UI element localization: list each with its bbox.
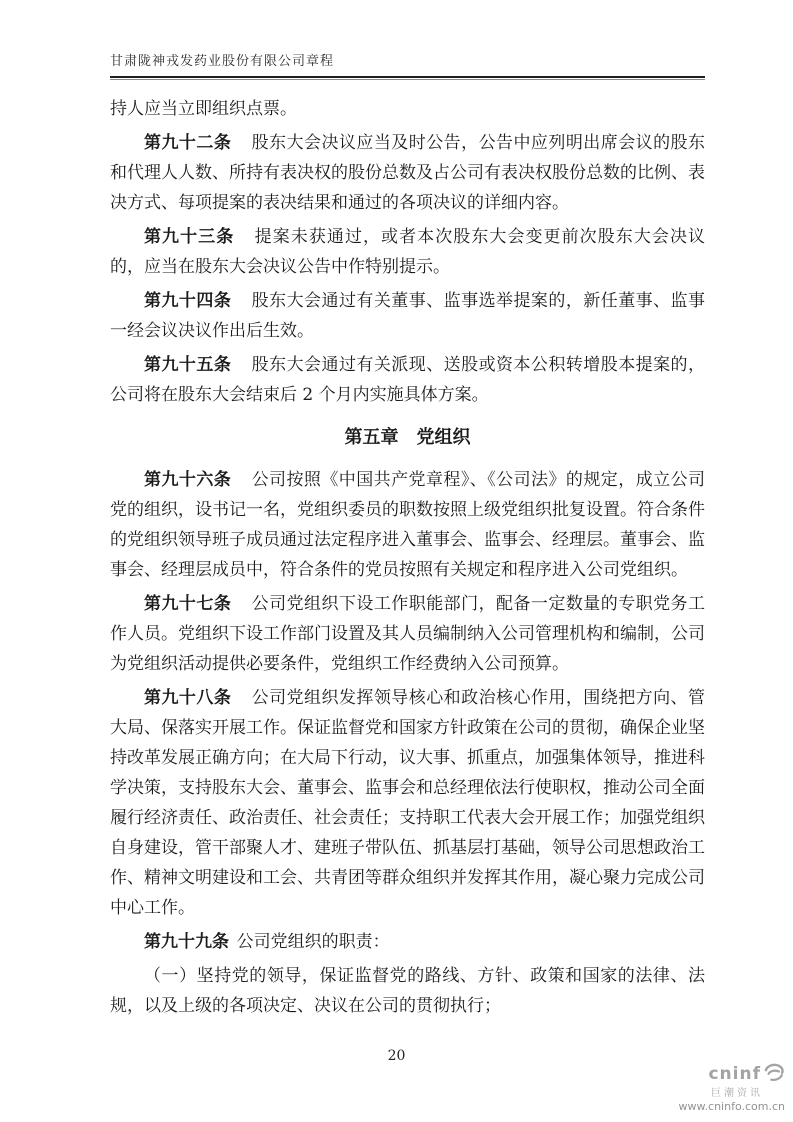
body-paragraph [110, 94, 705, 124]
paragraph-text: （一）坚持党的领导，保证监督党的路线、方针、政策和国家的法律、法规，以及上级的各项决定、决议在公司的贯彻执行； [110, 966, 705, 1016]
watermark-brand-row [679, 1062, 785, 1086]
paragraph-text: 公司党组织下设工作职能部门，配备一定数量的专职党务工作人员。党组织下设工作部门设置及其人员编制纳入公司管理机构和编制，公司为党组织活动提供必要条件，党组织工作经费纳入公司预算。 [110, 594, 706, 674]
header-rule [110, 76, 705, 80]
article-number: 第九十九条 [144, 932, 229, 952]
document-header-title: 甘肃陇神戎发药业股份有限公司章程 [110, 54, 335, 69]
paragraph-text: 提案未获通过，或者本次股东大会变更前次股东大会决议的，应当在股东大会决议公告中作特别提示。 [110, 227, 706, 277]
cninfo-swirl-icon [763, 1062, 785, 1086]
article-number: 第九十六条 [144, 470, 232, 490]
body-paragraph [110, 961, 705, 1021]
paragraph-text: 股东大会决议应当及时公告，公告中应列明出席会议的股东和代理人人数、所持有表决权的股份总数及占公司有表决权股份总数的比例、表决方式、每项提案的表决结果和通过的各项决议的详细内容。 [110, 133, 706, 213]
article-paragraph [110, 222, 705, 282]
paragraph-text: 公司按照《中国共产党章程》、《公司法》的规定，成立公司党的组织，设书记一名，党组织委员的职数按照上级党组织批复设置。符合条件的党组织领导班子成员通过法定程序进入董事会、监事会、经理层。董事会、监事会、经理层成员中，符合条件的党员按照有关规定和程序进入公司党组织。 [110, 470, 706, 580]
article-paragraph [110, 589, 705, 679]
cninfo-watermark [679, 1062, 785, 1114]
paragraph-text: 持人应当立即组织点票。 [110, 99, 297, 119]
paragraph-text: 公司党组织发挥领导核心和政治核心作用，围绕把方向、管大局、保落实开展工作。保证监督党和国家方针政策在公司的贯彻，确保企业坚持改革发展正确方向；在大局下行动，议大事、抓重点，加强集体领导，推进科学决策，支持股东大会、董事会、监事会和总经理依法行使职权，推动公司全面履行经济责任、政治责任、社会责任；支持职工代表大会开展工作；加强党组织自身建设，管干部聚人才、建班子带队伍、抓基层打基础，领导公司思想政治工作、精神文明建设和工会、共青团等群众组织并发挥其作用，凝心聚力完成公司中心工作。 [110, 688, 706, 918]
page-number: 20 [387, 1048, 406, 1064]
article-number: 第九十七条 [144, 594, 232, 614]
article-number: 第九十三条 [144, 227, 235, 247]
article-paragraph [110, 927, 705, 957]
watermark-url: www.cninfo.com.cn [678, 1100, 785, 1114]
article-number: 第九十五条 [144, 355, 232, 375]
paragraph-text: 股东大会通过有关派现、送股或资本公积转增股本提案的，公司将在股东大会结束后 2 个月内实施具体方案。 [110, 355, 706, 405]
article-paragraph [110, 350, 705, 410]
document-body [0, 94, 793, 1021]
article-paragraph [110, 465, 705, 585]
article-paragraph [110, 128, 705, 218]
article-number: 第九十八条 [144, 688, 232, 708]
article-number: 第九十二条 [144, 133, 232, 153]
paragraph-text: 公司党组织的职责： [236, 932, 390, 952]
watermark-chinese-name: 巨潮资讯 [711, 1087, 763, 1099]
article-number: 第九十四条 [144, 291, 232, 311]
chapter-heading: 第五章 党组织 [344, 427, 471, 448]
watermark-brand-text: cninf [708, 1063, 761, 1084]
paragraph-text: 股东大会通过有关董事、监事选举提案的，新任董事、监事一经会议决议作出后生效。 [110, 291, 706, 341]
page-header [0, 0, 793, 80]
article-paragraph [110, 683, 705, 923]
article-paragraph [110, 286, 705, 346]
